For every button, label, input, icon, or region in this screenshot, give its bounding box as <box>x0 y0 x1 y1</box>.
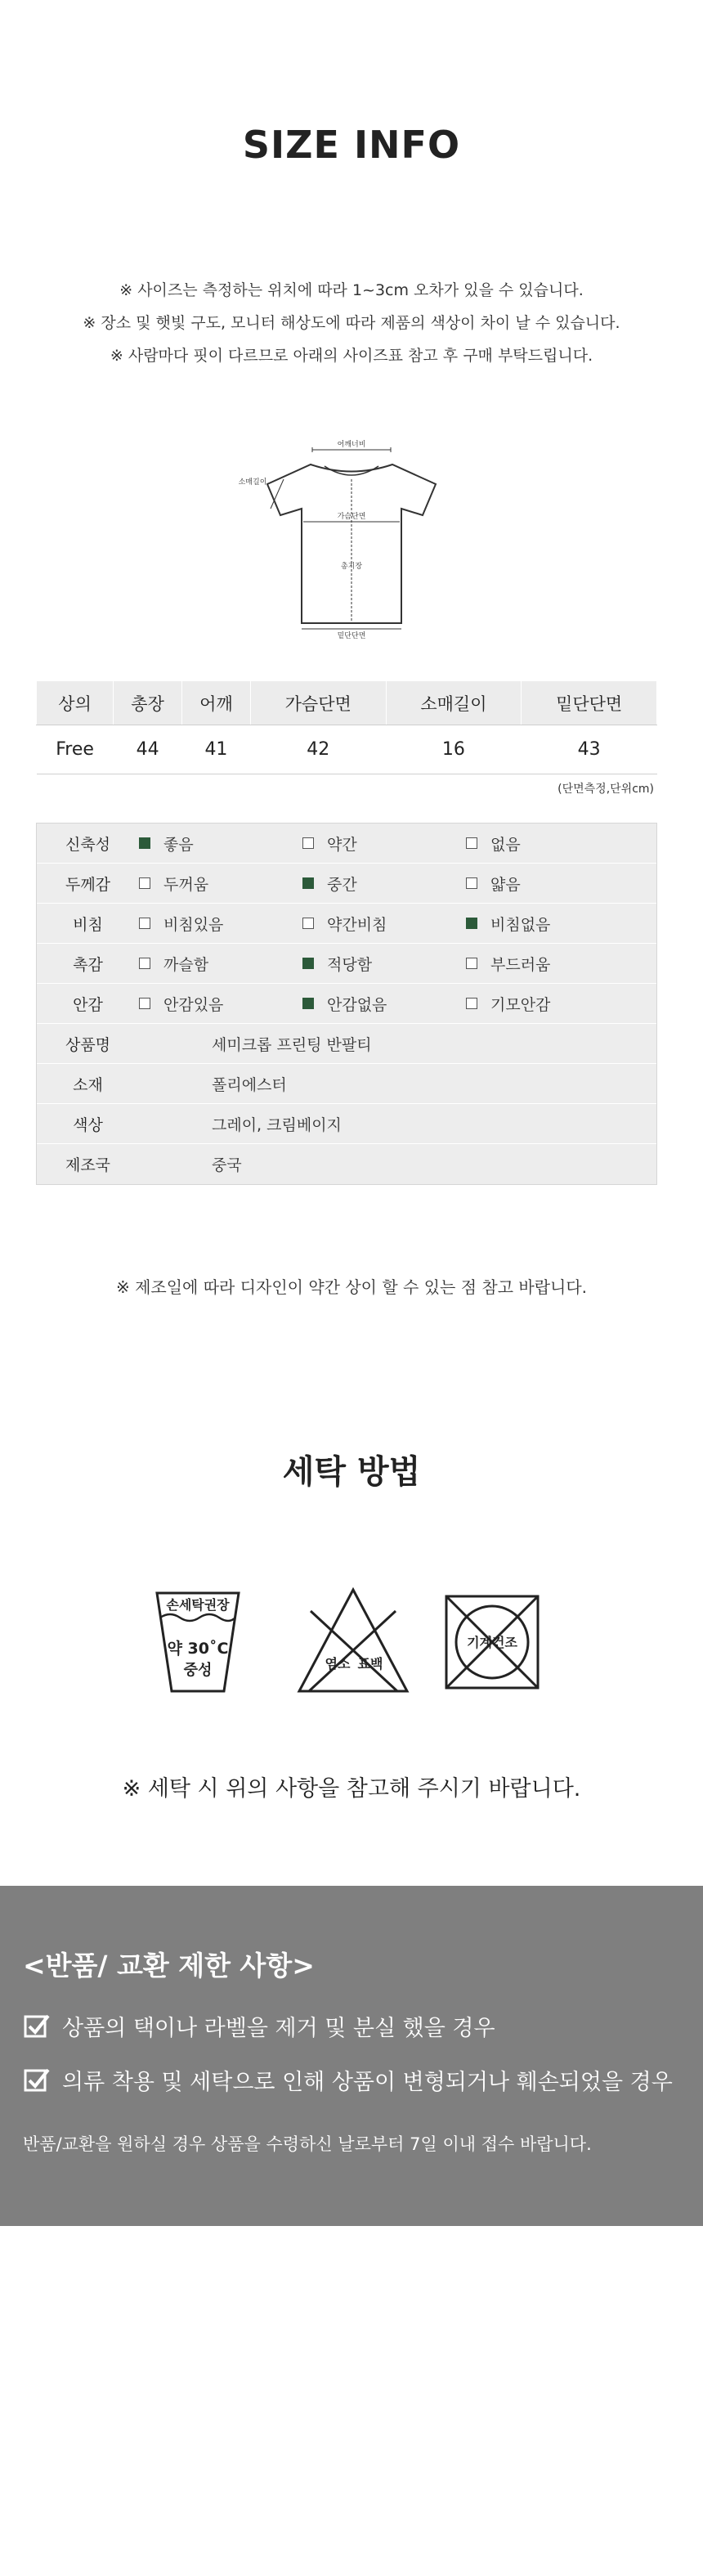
policy-item <box>23 2064 673 2096</box>
checked-box-icon <box>466 918 477 929</box>
policy-item <box>23 2010 495 2042</box>
detail-option <box>139 873 302 895</box>
no-bleach-icon <box>299 1590 407 1691</box>
empty-box-icon <box>139 877 150 889</box>
detail-row <box>37 944 656 984</box>
option-label: 적당함 <box>327 955 373 974</box>
notice-list <box>0 274 703 372</box>
empty-box-icon <box>466 837 477 849</box>
page-title: SIZE INFO <box>242 123 461 167</box>
option-label: 안감있음 <box>163 995 224 1014</box>
notice-line: ※ 사이즈는 측정하는 위치에 따라 1~3cm 오차가 있을 수 있습니다. <box>119 281 584 299</box>
detail-value: 그레이, 크림베이지 <box>212 1115 342 1134</box>
checkbox-check-icon <box>23 2067 51 2094</box>
checked-box-icon <box>139 837 150 849</box>
detail-option <box>466 953 629 975</box>
detail-value: 폴리에스터 <box>212 1075 287 1094</box>
detail-option <box>302 953 466 975</box>
detail-option <box>466 913 629 935</box>
shoulder-label: 어깨너비 <box>337 441 366 449</box>
detail-label: 촉감 <box>73 955 103 974</box>
checked-box-icon <box>302 958 314 969</box>
detail-row <box>37 904 656 944</box>
col-header: 상의 <box>37 681 114 725</box>
detail-row <box>37 864 656 904</box>
bleach-left-label: 염소 <box>325 1656 351 1672</box>
empty-box-icon <box>302 918 314 929</box>
length-label: 총기장 <box>340 563 363 571</box>
col-header: 총장 <box>114 681 182 725</box>
col-header: 가슴단면 <box>250 681 386 725</box>
detail-label: 신축성 <box>65 835 111 854</box>
option-label: 좋음 <box>163 835 194 854</box>
option-label: 까슬함 <box>163 955 209 974</box>
table-cell: 44 <box>114 725 182 774</box>
dryer-label: 기계건조 <box>467 1635 517 1650</box>
detail-option <box>302 913 466 935</box>
detail-option <box>466 993 629 1015</box>
detail-option <box>139 913 302 935</box>
option-label: 기모안감 <box>490 995 551 1014</box>
no-tumble-dry-icon <box>446 1596 538 1688</box>
detail-row <box>37 1104 656 1144</box>
hand-wash-bottom-label: 중성 <box>183 1662 213 1679</box>
option-label: 약간 <box>327 835 357 854</box>
col-header: 소매길이 <box>386 681 522 725</box>
detail-option <box>466 873 629 895</box>
option-label: 부드러움 <box>490 955 551 974</box>
checkbox-check-icon <box>23 2013 51 2040</box>
notice-line: ※ 장소 및 햇빛 구도, 모니터 해상도에 따라 제품의 색상이 차이 날 수 있습니다. <box>83 314 620 332</box>
detail-row <box>37 984 656 1024</box>
manufacture-note: ※ 제조일에 따라 디자인이 약간 상이 할 수 있는 점 참고 바랍니다. <box>115 1277 588 1297</box>
table-cell: Free <box>37 725 114 774</box>
size-table-header <box>37 681 657 725</box>
detail-label: 색상 <box>73 1115 103 1134</box>
wash-note: ※ 세탁 시 위의 사항을 참고해 주시기 바랍니다. <box>122 1776 581 1802</box>
option-label: 비침없음 <box>490 915 551 934</box>
empty-box-icon <box>466 998 477 1009</box>
option-label: 얇음 <box>490 875 521 894</box>
col-header: 어깨 <box>182 681 251 725</box>
col-header: 밑단단면 <box>522 681 657 725</box>
unit-note: (단면측정,단위cm) <box>557 783 654 796</box>
option-label: 중간 <box>327 875 357 894</box>
tshirt-outline-icon <box>233 433 470 638</box>
detail-value: 세미크롭 프린팅 반팔티 <box>212 1035 372 1054</box>
size-table <box>36 680 657 774</box>
policy-item-text: 상품의 택이나 라벨을 제거 및 분실 했을 경우 <box>62 2016 495 2041</box>
product-detail-table <box>36 823 657 1185</box>
bleach-right-label: 표백 <box>357 1656 383 1672</box>
empty-box-icon <box>466 877 477 889</box>
sleeve-label: 소매길이 <box>238 478 267 487</box>
option-label: 안감없음 <box>327 995 387 1014</box>
detail-row <box>37 1024 656 1064</box>
detail-label: 상품명 <box>65 1035 111 1054</box>
detail-option <box>466 832 629 855</box>
detail-label: 안감 <box>73 995 103 1014</box>
detail-option <box>139 953 302 975</box>
wash-title: 세탁 방법 <box>282 1453 421 1491</box>
option-label: 두꺼움 <box>163 875 209 894</box>
detail-label: 비침 <box>73 915 103 934</box>
table-cell: 42 <box>250 725 386 774</box>
empty-box-icon <box>139 918 150 929</box>
hem-label: 밑단단면 <box>337 632 366 640</box>
tshirt-size-diagram <box>233 433 470 638</box>
option-label: 비침있음 <box>163 915 224 934</box>
policy-footer: 반품/교환을 원하실 경우 상품을 수령하신 날로부터 7일 이내 접수 바랍니다. <box>23 2134 592 2154</box>
wash-icons <box>149 1586 557 1701</box>
policy-item-text: 의류 착용 및 세탁으로 인해 상품이 변형되거나 훼손되었을 경우 <box>62 2070 673 2095</box>
option-label: 없음 <box>490 835 521 854</box>
table-cell: 16 <box>386 725 522 774</box>
checked-box-icon <box>302 877 314 889</box>
detail-row <box>37 1144 656 1184</box>
table-cell: 41 <box>182 725 251 774</box>
detail-option <box>139 993 302 1015</box>
detail-option <box>302 873 466 895</box>
chest-label: 가슴단면 <box>337 513 366 521</box>
return-policy-panel <box>0 1886 703 2226</box>
detail-value: 중국 <box>212 1156 242 1174</box>
panel-title: <반품/ 교환 제한 사항> <box>23 1950 315 1981</box>
empty-box-icon <box>139 998 150 1009</box>
detail-option <box>302 993 466 1015</box>
detail-option <box>139 832 302 855</box>
empty-box-icon <box>139 958 150 969</box>
checked-box-icon <box>302 998 314 1009</box>
empty-box-icon <box>302 837 314 849</box>
hand-wash-icon <box>157 1593 239 1691</box>
empty-box-icon <box>466 958 477 969</box>
option-label: 약간비침 <box>327 915 387 934</box>
table-row <box>37 725 657 774</box>
detail-label: 제조국 <box>65 1156 111 1174</box>
detail-label: 소재 <box>73 1075 103 1094</box>
table-cell: 43 <box>522 725 657 774</box>
detail-row <box>37 1064 656 1104</box>
detail-label: 두께감 <box>65 875 111 894</box>
hand-wash-temp-label: 약 30˚C <box>167 1640 229 1658</box>
hand-wash-top-label: 손세탁권장 <box>166 1597 230 1613</box>
detail-row <box>37 824 656 864</box>
detail-option <box>302 832 466 855</box>
notice-line: ※ 사람마다 핏이 다르므로 아래의 사이즈표 참고 후 구매 부탁드립니다. <box>110 347 593 365</box>
